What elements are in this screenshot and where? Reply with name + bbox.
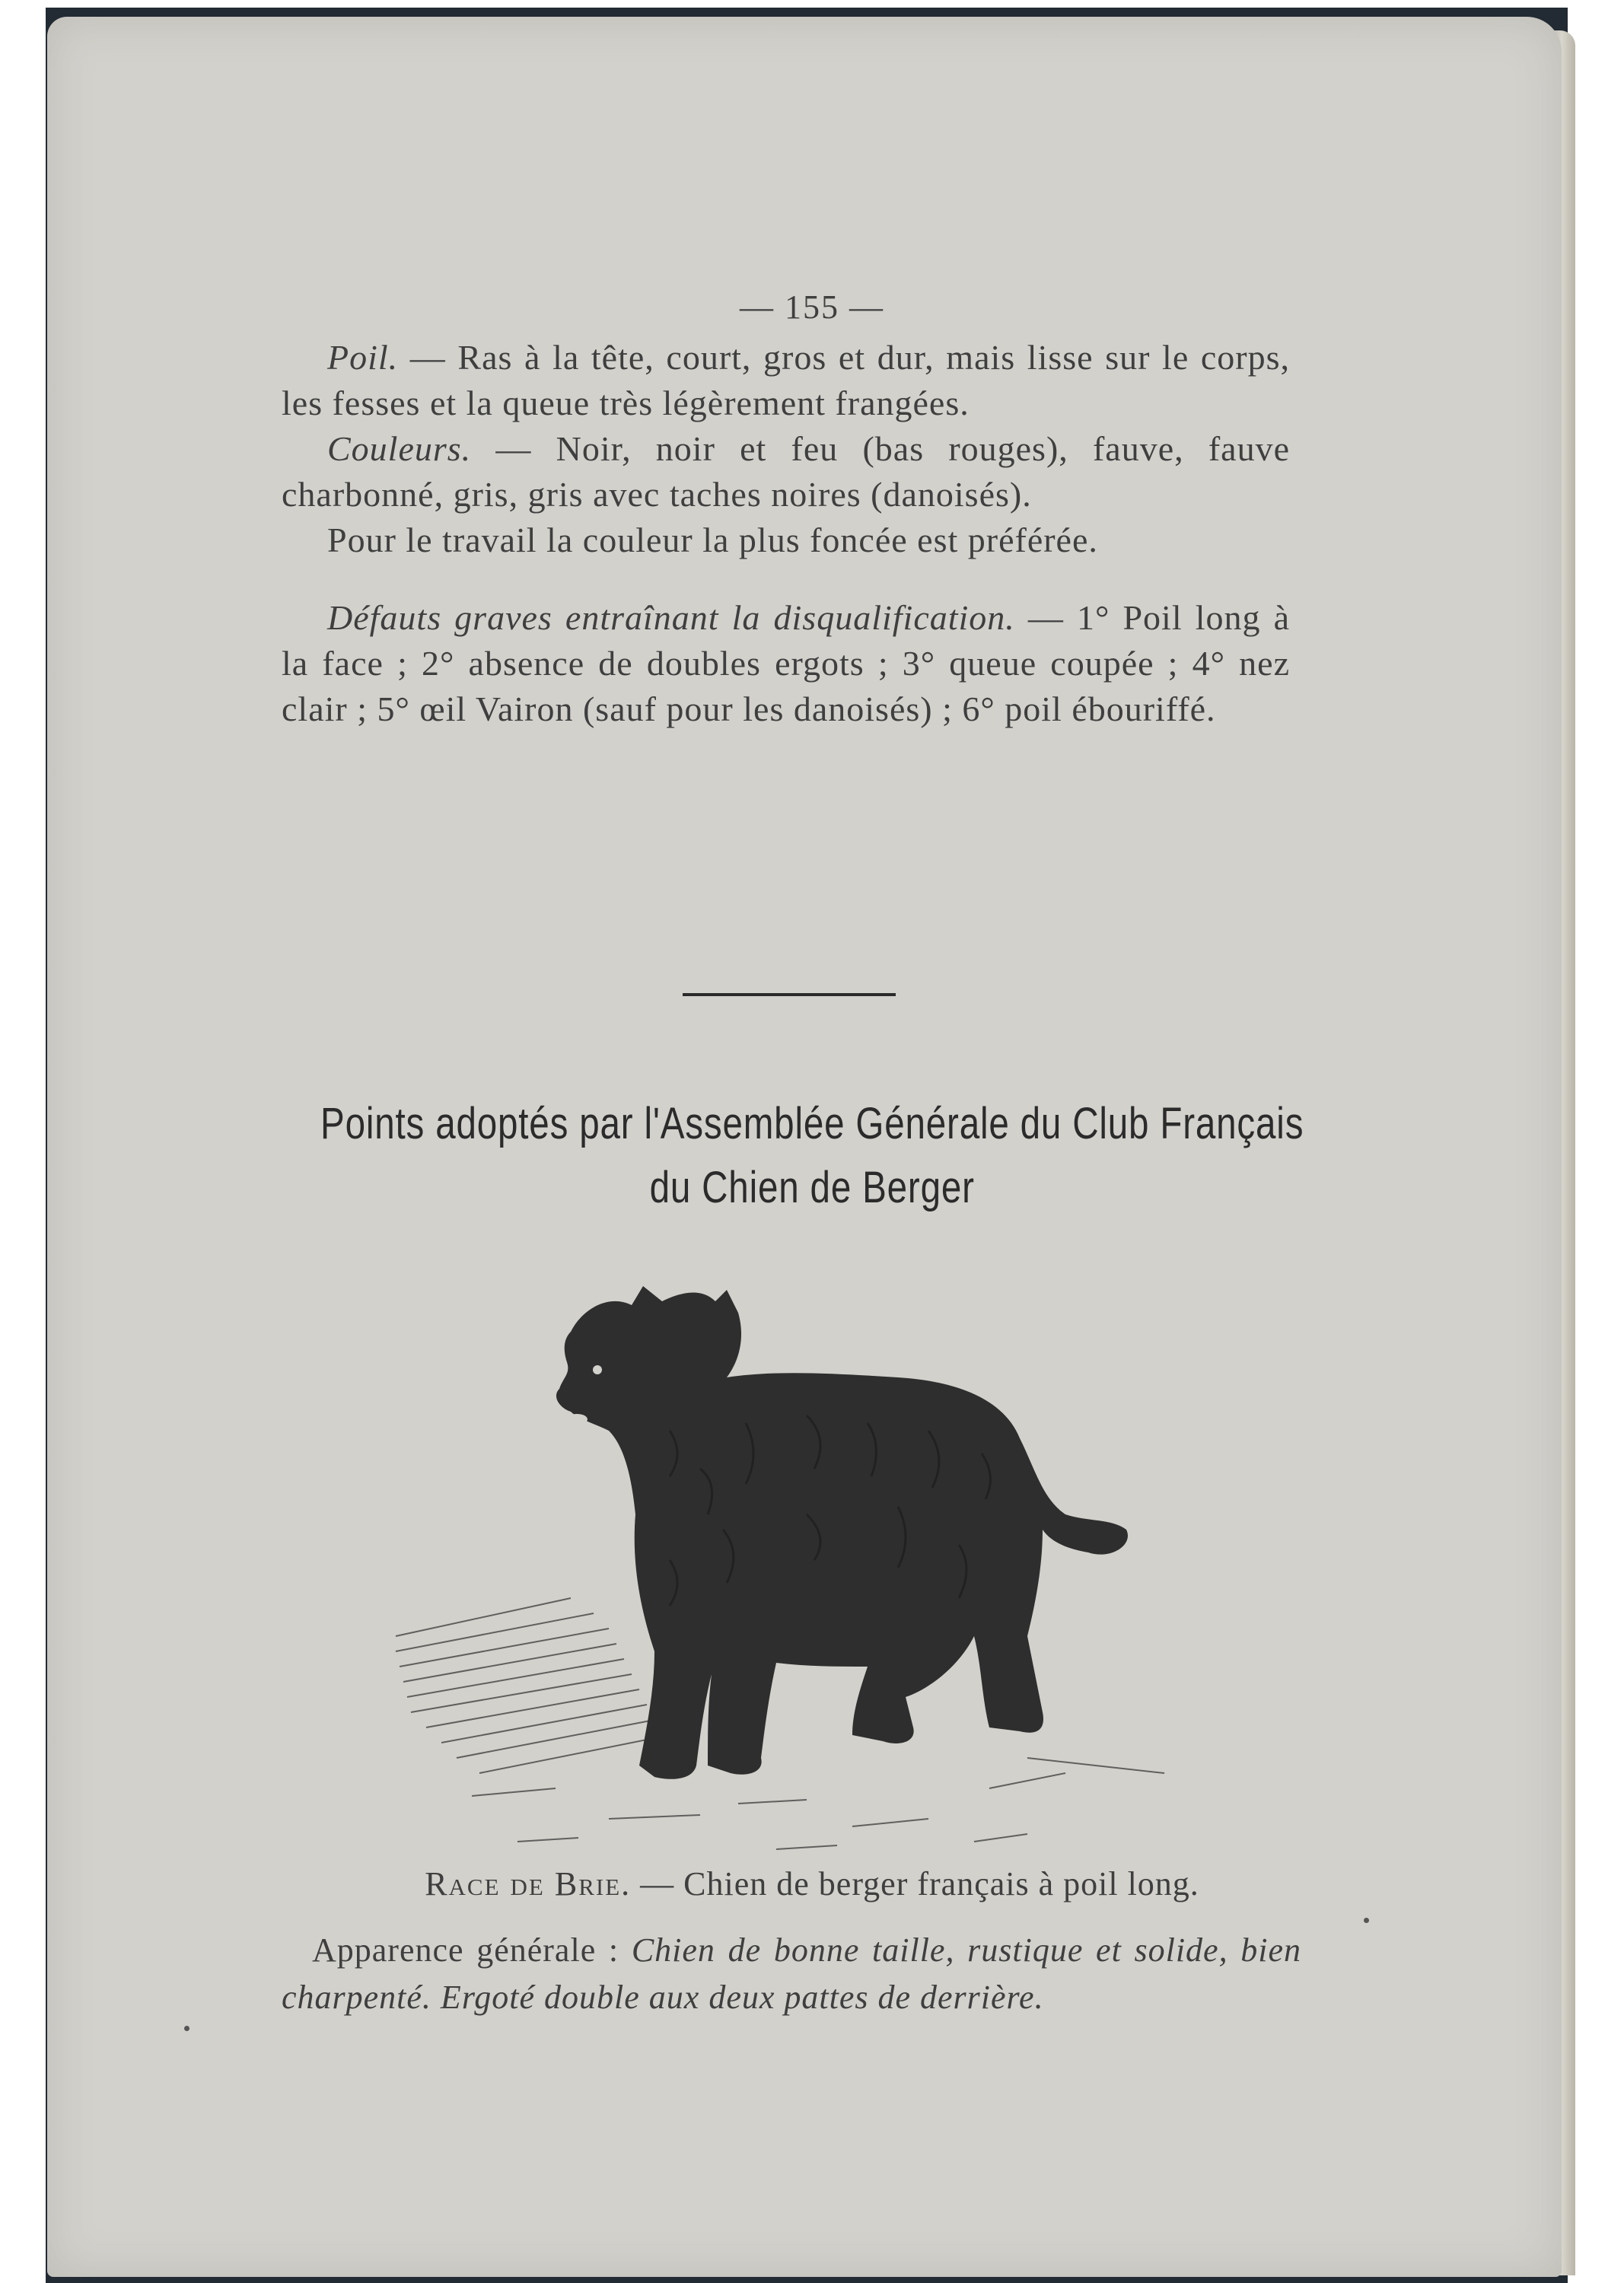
body-text	[282, 335, 1290, 732]
ink-speck	[1364, 1918, 1369, 1923]
label-couleurs: Couleurs.	[327, 429, 472, 468]
paragraph-couleurs	[282, 426, 1290, 517]
general-appearance	[282, 1927, 1301, 2021]
illustration-caption	[0, 1864, 1624, 1903]
paragraph-travail	[282, 517, 1290, 563]
text-couleurs: — Noir, noir et feu (bas rouges), fauve, fauve charbonné, gris, gris avec taches noires (danoisés).	[282, 429, 1290, 514]
section-heading	[146, 1092, 1478, 1220]
appearance-text: Chien de bonne taille, rustique et solide, bien charpenté. Ergoté double aux deux pattes de derrière.	[282, 1931, 1302, 2016]
appearance-label: Apparence générale :	[312, 1931, 619, 1969]
text-poil: — Ras à la tête, court, gros et dur, mais lisse sur le corps, les fesses et la queue très légèrement frangées.	[282, 338, 1290, 422]
label-poil: Poil.	[327, 338, 399, 377]
page-number: — 155 —	[740, 288, 884, 326]
heading-line-1: Points adoptés par l'Assemblée Générale du Club Français	[320, 1099, 1304, 1148]
label-defauts: Défauts graves entraînant la disqualification.	[327, 598, 1015, 637]
heading-line-2: du Chien de Berger	[649, 1163, 975, 1212]
ink-speck	[184, 2026, 189, 2031]
caption-label: Race de Brie.	[425, 1865, 632, 1902]
paragraph-poil	[282, 335, 1290, 426]
caption-text: — Chien de berger français à poil long.	[631, 1865, 1199, 1902]
text-defauts: — 1° Poil long à la face ; 2° absence de doubles ergots ; 3° queue coupée ; 4° nez clair ; 5° œil Vairon (sauf pour les danoisés) ; 6° poil ébouriffé.	[282, 598, 1290, 728]
section-divider	[683, 993, 896, 996]
paragraph-defauts	[282, 595, 1290, 732]
text-travail: Pour le travail la couleur la plus foncée est préférée.	[327, 521, 1098, 559]
briard-dog-engraving-icon	[381, 1240, 1218, 1872]
